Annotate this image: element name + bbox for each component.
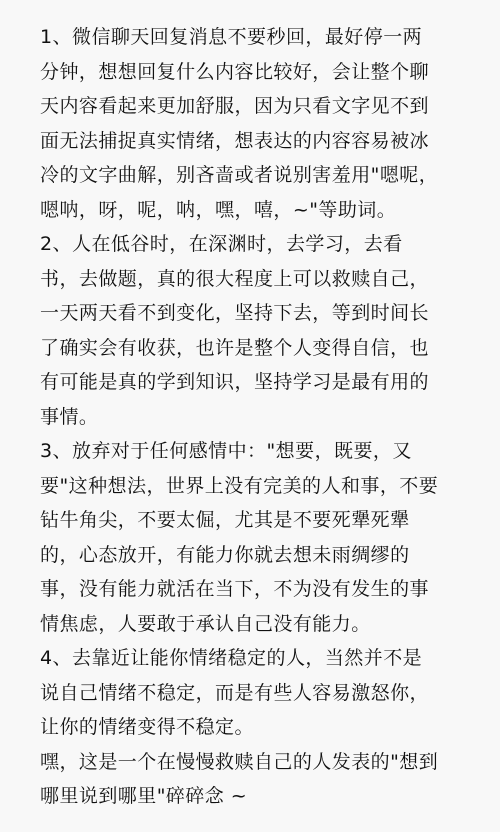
text-line: 天内容看起来更加舒服，因为只看文字见不到 [40,95,430,117]
text-line: 嗯呐，呀，呢，呐，嘿，嘻，~"等助词。 [40,198,397,221]
text-line: 书，去做题，真的很大程度上可以救赎自己， [40,267,430,290]
text-line: 4、去靠近让能你情绪稳定的人，当然并不是 [40,647,423,669]
text-line: 面无法捕捉真实情绪，想表达的内容容易被冰 [40,129,430,152]
text-line: 说自己情绪不稳定，而是有些人容易激怒你， [40,681,430,704]
text-line: 有可能是真的学到知识，坚持学习是最有用的 [40,371,430,393]
text-line: 让你的情绪变得不稳定。 [40,716,254,738]
text-line: 3、放弃对于任何感情中："想要，既要，又 [40,440,412,462]
text-line: 事，没有能力就活在当下，不为没有发生的事 [40,578,430,600]
text-line: 的，心态放开，有能力你就去想未雨绸缪的 [40,543,410,566]
text-line: 分钟，想想回复什么内容比较好，会让整个聊 [40,60,430,83]
text-line: 嘿，这是一个在慢慢救赎自己的人发表的"想到 [40,750,439,773]
text-line: 钻牛角尖，不要太倔，尤其是不要死犟死犟 [40,509,410,531]
text-line: 哪里说到哪里"碎碎念 ~ [40,785,248,807]
text-line: 冷的文字曲解，别吝啬或者说别害羞用"嗯呢， [40,164,439,186]
text-line: 要"这种想法，世界上没有完美的人和事，不要 [40,474,439,497]
text-line: 情焦虑，人要敢于承认自己没有能力。 [40,612,371,635]
text-line: 事情。 [40,405,99,428]
text-line: 了确实会有收获，也许是整个人变得自信，也 [40,336,430,359]
text-line: 一天两天看不到变化，坚持下去，等到时间长 [40,302,430,324]
text-line: 1、微信聊天回复消息不要秒回，最好停一两 [40,26,423,48]
text-line: 2、人在低谷时，在深渊时，去学习，去看 [40,233,403,255]
